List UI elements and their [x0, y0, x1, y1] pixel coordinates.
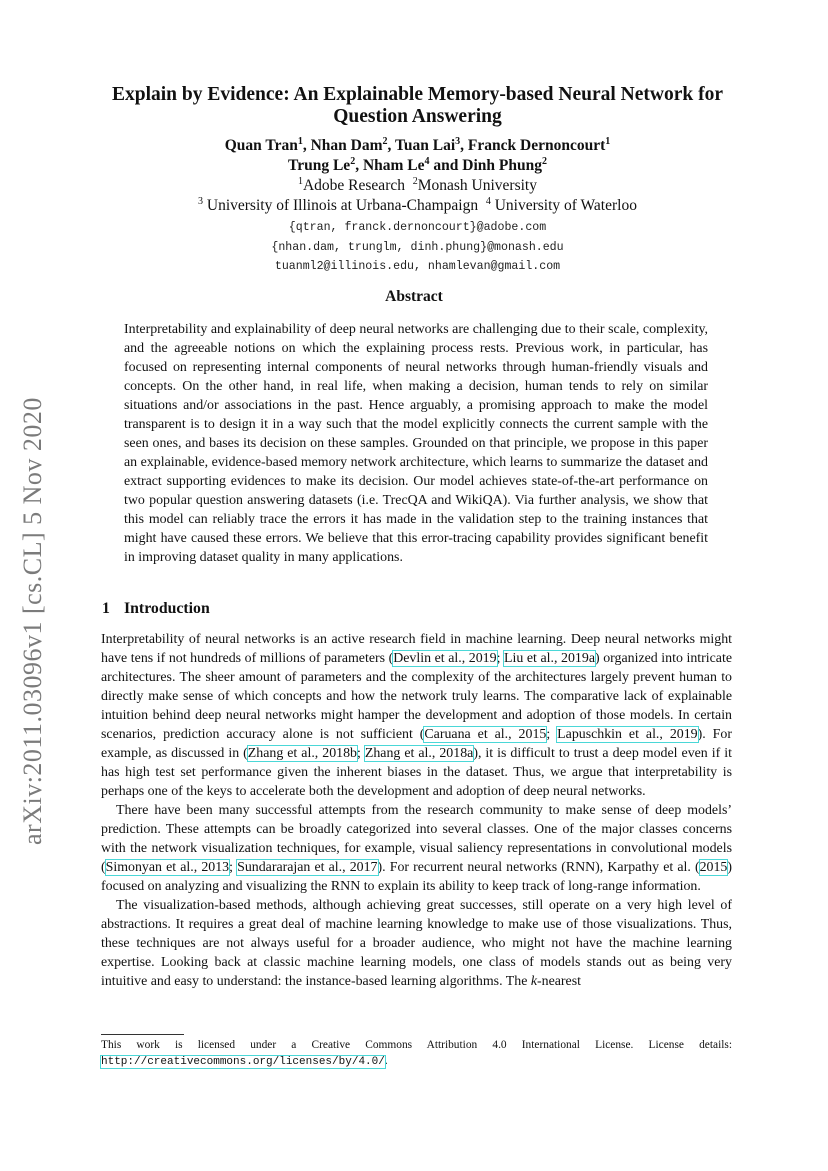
citation-link[interactable]: Caruana et al., 2015	[424, 727, 547, 742]
text-run: There have been many successful attempts from the research community to make sense of deep models’ prediction. These attempts can be broadly categorized into several classes. One of the major classes concerns with the network visualization techniques, for example, visual saliency representations in convolutional models (	[101, 803, 732, 875]
author-affiliation-mark: 3	[455, 135, 461, 147]
author-name: Trung Le	[288, 157, 351, 174]
author-list	[95, 136, 740, 176]
paragraph	[101, 630, 732, 801]
affiliation-name: University of Waterloo	[490, 197, 637, 214]
text-run: Interpretability of neural networks is an active research field in machine learning. Deep neural networks might have tens if not hundreds of millions of parameters (	[101, 632, 732, 666]
email-list	[95, 218, 740, 277]
affiliation-name: Adobe Research	[302, 177, 413, 194]
citation-link[interactable]: Devlin et al., 2019	[393, 651, 497, 666]
paragraph	[101, 896, 732, 991]
email-line: {nhan.dam, trunglm, dinh.phung}@monash.edu	[271, 240, 564, 254]
title-line-2: Question Answering	[333, 106, 502, 127]
section-number: 1	[102, 600, 110, 617]
text-run: ) organized into intricate architectures. The sheer amount of parameters and the complexity of the architectures largely prevent human to directly make sense of which concepts and how the network truly learns. The comparative lack of explainable intuition behind deep neural networks might hamper the development and adoption of those models. In certain scenarios, prediction accuracy alone is not sufficient (	[101, 651, 732, 742]
citation-link[interactable]: Sundararajan et al., 2017	[237, 860, 378, 875]
paragraph	[101, 801, 732, 896]
author-name: , Nham Le	[355, 157, 425, 174]
affiliation-mark: 1	[297, 175, 303, 187]
author-affiliation-mark: 2	[541, 155, 547, 167]
citation-link[interactable]: Liu et al., 2019a	[504, 651, 595, 666]
section-title: Introduction	[124, 600, 210, 617]
author-name: , Nhan Dam	[302, 137, 383, 154]
author-name: Quan Tran	[224, 137, 298, 154]
license-url-link[interactable]: http://creativecommons.org/licenses/by/4.0/	[101, 1056, 385, 1068]
affiliation-line-2	[95, 196, 740, 216]
abstract-heading: Abstract	[385, 288, 443, 305]
text-run: ) focused on analyzing and visualizing the RNN to explain its ability to keep track of long-range information.	[101, 860, 732, 894]
text-run: ). For example, as discussed in (	[101, 727, 732, 761]
author-affiliation-mark: 4	[424, 155, 430, 167]
affiliation-mark: 3	[198, 195, 204, 207]
author-name: and Dinh Phung	[429, 157, 542, 174]
body-text	[101, 630, 732, 991]
footnote-rule	[101, 1034, 184, 1035]
author-affiliation-mark: 1	[297, 135, 303, 147]
author-affiliation-mark: 1	[605, 135, 611, 147]
email-line: {qtran, franck.dernoncourt}@adobe.com	[288, 221, 547, 234]
arxiv-id-text: arXiv:2011.03096v1 [cs.CL] 5 Nov 2020	[18, 397, 47, 845]
paper-header	[95, 84, 740, 277]
section-heading	[102, 600, 210, 618]
text-run: ), it is difficult to trust a deep model even if it has high test set performance given the inherent biases in the dataset. Thus, we argue that interpretability is perhaps one of the keys to accelerate both the development and adoption of deep neural networks.	[101, 746, 732, 799]
citation-link[interactable]: Zhang et al., 2018a	[364, 746, 474, 761]
author-affiliation-mark: 2	[350, 155, 356, 167]
citation-link[interactable]: Zhang et al., 2018b	[247, 746, 357, 761]
footnote-end: .	[384, 1055, 388, 1067]
text-run: ;	[229, 860, 238, 875]
paper-title	[95, 84, 740, 128]
email-line: tuanml2@illinois.edu, nhamlevan@gmail.com	[274, 260, 561, 273]
text-run: ). For recurrent neural networks (RNN), Karpathy et al. (	[377, 860, 700, 875]
citation-link[interactable]: Simonyan et al., 2013	[105, 860, 230, 875]
citation-link[interactable]: 2015	[699, 860, 728, 875]
text-run: ;	[546, 727, 558, 742]
citation-link[interactable]: Lapuschkin et al., 2019	[557, 727, 698, 742]
author-affiliation-mark: 2	[382, 135, 388, 147]
affiliation-line-1	[95, 176, 740, 196]
footnote-text: This work is licensed under a Creative Commons Attribution 4.0 International License. License details:	[101, 1039, 732, 1051]
license-footnote	[101, 1037, 732, 1070]
text-run: ;	[496, 651, 505, 666]
math-variable: k	[530, 974, 538, 989]
abstract-text: Interpretability and explainability of deep neural networks are challenging due to their scale, complexity, and the agreeable notions on which the explaining process rests. Previous work, in particular, has focused on representing internal components of neural networks through human-friendly visuals and concepts. On the other hand, in real life, when making a decision, human tends to rely on similar situations and/or associations in the past. Hence arguably, a promising approach to make the model transparent is to design it in a way such that the model explicitly connects the current sample with the seen ones, and bases its decision on these samples. Grounded on that principle, we propose in this paper an explainable, evidence-based memory network architecture, which learns to summarize the dataset and extract supporting evidences to make its decision. Our model achieves state-of-the-art performance on two popular question answering datasets (i.e. TrecQA and WikiQA). Via further analysis, we show that this model can reliably trace the errors it has made in the validation step to the training instances that might have caused these errors. We believe that this error-tracing capability provides significant benefit in improving dataset quality in many applications.	[124, 322, 708, 565]
text-run: ;	[357, 746, 365, 761]
affiliation-mark: 4	[485, 195, 491, 207]
affiliation-mark: 2	[412, 175, 418, 187]
affiliation-name: University of Illinois at Urbana-Champaign	[203, 197, 486, 214]
title-line-1: Explain by Evidence: An Explainable Memory-based Neural Network for	[111, 84, 723, 105]
affiliation-name: Monash University	[417, 177, 537, 194]
author-name: , Tuan Lai	[387, 137, 456, 154]
author-name: , Franck Dernoncourt	[460, 137, 606, 154]
text-run: -nearest	[537, 974, 581, 989]
text-run: The visualization-based methods, although achieving great successes, still operate on a very high level of abstractions. It requires a great deal of machine learning knowledge to make use of those visualizations. Thus, these techniques are not always useful for a broader audience, who might not have the machine learning expertise. Looking back at classic machine learning models, one class of models stands out as being very intuitive and easy to understand: the instance-based learning algorithms. The	[101, 898, 732, 989]
